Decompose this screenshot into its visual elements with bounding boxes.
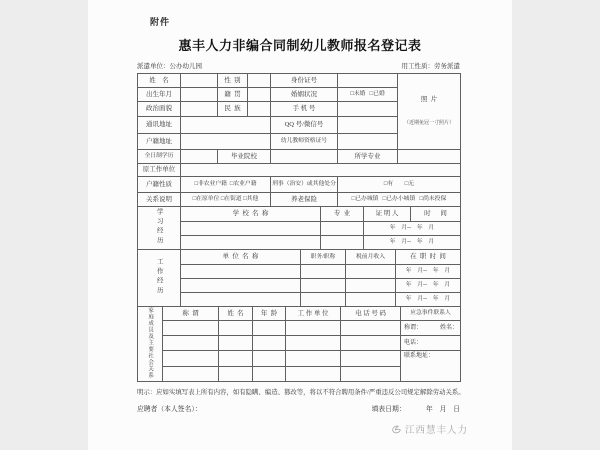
family-name-cell xyxy=(219,351,253,367)
family-phone-cell xyxy=(341,366,401,381)
work-section-label xyxy=(138,250,181,307)
id-number-label: 身份证号 xyxy=(271,74,338,88)
table-row xyxy=(138,265,461,279)
hukou-type-checkboxes: □非农业户籍 □农业户籍 xyxy=(181,177,271,193)
family-age-cell xyxy=(253,321,286,336)
work-income-cell xyxy=(346,293,396,307)
name-label: 姓 名 xyxy=(138,74,181,88)
graduate-school-value-cell xyxy=(271,150,338,164)
qq-wechat-label: QQ 号/微信号 xyxy=(271,117,338,134)
previous-employer-label: 原工作单位 xyxy=(138,164,181,177)
pension-label: 养老保险 xyxy=(271,193,338,207)
gender-value-cell xyxy=(248,74,271,88)
work-position-header: 职务/职称 xyxy=(301,250,346,265)
photo-title: 照 片 xyxy=(420,95,438,103)
political-value-cell xyxy=(181,102,218,117)
company-logo xyxy=(391,422,468,436)
study-time-header: 时 间 xyxy=(411,207,461,222)
family-phone-cell xyxy=(341,336,401,351)
family-name-cell xyxy=(219,336,253,351)
family-phone-cell xyxy=(341,351,401,367)
criminal-record-label: 刑事（治安）或其他处分 xyxy=(271,177,338,193)
family-phone-cell xyxy=(341,321,401,336)
study-major-cell xyxy=(321,222,364,236)
criminal-record-checkboxes: □有 □无 xyxy=(338,177,461,193)
family-age-cell xyxy=(253,366,286,381)
document-page xyxy=(88,0,512,450)
study-section-vertical-text: 学习经历 xyxy=(155,207,163,246)
table-row xyxy=(138,177,461,193)
birth-label: 出生年月 xyxy=(138,88,181,102)
hukou-type-label: 户籍性质 xyxy=(138,177,181,193)
work-time-cell: 年 月-- 年 月 xyxy=(396,265,461,279)
table-row xyxy=(138,150,461,164)
emergency-relation-name-cell: 称谓： 姓名： xyxy=(401,321,461,336)
family-relation-cell xyxy=(163,336,219,351)
study-time-cell: 年 月-- 年 月 xyxy=(364,222,461,236)
study-school-cell xyxy=(181,222,321,236)
graduate-school-label: 毕业院校 xyxy=(218,150,271,164)
family-relation-cell xyxy=(163,366,219,381)
birth-value-cell xyxy=(181,88,218,102)
table-row xyxy=(138,351,461,367)
work-unit-cell xyxy=(181,279,301,293)
family-relation-cell xyxy=(163,351,219,367)
table-row xyxy=(138,307,461,321)
work-position-cell xyxy=(301,293,346,307)
work-unit-cell xyxy=(181,293,301,307)
table-row xyxy=(138,207,461,222)
education-label: 全日制学历 xyxy=(138,150,181,164)
table-row xyxy=(138,222,461,236)
marital-label: 婚姻状况 xyxy=(271,88,338,102)
major-value-cell xyxy=(398,150,461,164)
hukou-address-value-cell xyxy=(181,134,271,150)
study-reference-header: 证 明 人 xyxy=(364,207,411,222)
marital-checkboxes: □未婚 □已婚 xyxy=(338,88,398,102)
pension-checkboxes: □已办城镇 □已办小城镇 □尚未投保 xyxy=(338,193,461,207)
table-row xyxy=(138,74,461,88)
major-label: 所学专业 xyxy=(338,150,398,164)
emergency-phone-cell: 电话： xyxy=(401,336,461,351)
relation-note-checkboxes: □在原单位 □在街道 □其他 xyxy=(181,193,271,207)
mobile-value-cell xyxy=(338,102,398,117)
previous-employer-value-cell xyxy=(181,164,461,177)
family-name-cell xyxy=(219,321,253,336)
table-row xyxy=(138,250,461,265)
family-age-header: 年 龄 xyxy=(253,307,286,321)
work-section-vertical-text: 工作经历 xyxy=(155,257,163,296)
family-workunit-header: 工 作 单 位 xyxy=(286,307,341,321)
relation-note-label: 关系说明 xyxy=(138,193,181,207)
employment-nature-label: 用工性质：劳务派遣 xyxy=(401,63,460,70)
family-age-cell xyxy=(253,351,286,367)
ethnic-label: 民 族 xyxy=(218,102,248,117)
family-members-table xyxy=(137,306,461,382)
study-school-header: 学 校 名 称 xyxy=(181,207,321,222)
dispatch-unit-label: 派遣单位：公办幼儿园 xyxy=(137,63,202,70)
company-logo-text: 江西慧丰人力 xyxy=(404,426,468,436)
family-workunit-cell xyxy=(286,366,341,381)
fill-date-label: 填表日期： 年 月 日 xyxy=(371,405,460,413)
attachment-label: 附件 xyxy=(150,17,171,27)
study-school-cell xyxy=(181,236,321,250)
table-row xyxy=(138,236,461,250)
work-income-header: 税前月收入 xyxy=(346,250,396,265)
family-relation-cell xyxy=(163,321,219,336)
table-row xyxy=(138,336,461,351)
study-major-header: 专 业 xyxy=(321,207,364,222)
family-workunit-cell xyxy=(286,336,341,351)
education-value-cell xyxy=(181,150,218,164)
political-label: 政治面貌 xyxy=(138,102,181,117)
form-subline xyxy=(137,61,460,70)
family-name-cell xyxy=(219,366,253,381)
table-row xyxy=(138,293,461,307)
emergency-address-cell: 联系地址： xyxy=(401,351,461,382)
family-phone-header: 电 话 号 码 xyxy=(341,307,401,321)
table-row xyxy=(138,193,461,207)
work-position-cell xyxy=(301,265,346,279)
study-section-label xyxy=(138,207,181,250)
teacher-cert-value-cell xyxy=(338,134,398,150)
teacher-cert-label: 幼儿教师资格证号 xyxy=(271,134,338,150)
table-row xyxy=(138,164,461,177)
study-major-cell xyxy=(321,236,364,250)
hukou-address-label: 户籍地址 xyxy=(138,134,181,150)
work-unit-header: 单 位 名 称 xyxy=(181,250,301,265)
family-section-vertical-text: 家庭成员及主要社会关系 xyxy=(147,307,154,379)
native-place-label: 籍 贯 xyxy=(218,88,248,102)
name-value-cell xyxy=(181,74,218,88)
ethnic-value-cell xyxy=(248,102,271,117)
photo-placeholder xyxy=(398,74,461,150)
family-age-cell xyxy=(253,336,286,351)
native-place-value-cell xyxy=(248,88,271,102)
mobile-label: 手 机 号 xyxy=(271,102,338,117)
work-income-cell xyxy=(346,265,396,279)
applicant-signature-label: 应聘者（本人签名）： xyxy=(137,405,202,413)
work-experience-table xyxy=(137,249,461,307)
study-experience-table xyxy=(137,206,461,250)
family-workunit-cell xyxy=(286,351,341,367)
notice-text: 明示：应如实填写表上所有内容，如有隐瞒、编造、篡改等，将以不符合聘用条件/严重违反公司规定解除劳动关系。 xyxy=(137,388,465,396)
signature-line xyxy=(137,403,460,413)
family-name-header: 姓 名 xyxy=(219,307,253,321)
table-row xyxy=(138,279,461,293)
table-row xyxy=(138,321,461,336)
family-section-label xyxy=(138,307,163,382)
gender-label: 性 别 xyxy=(218,74,248,88)
work-income-cell xyxy=(346,279,396,293)
work-time-header: 在 职 时 间 xyxy=(396,250,461,265)
basic-info-table xyxy=(137,73,461,207)
id-number-value-cell xyxy=(338,74,398,88)
work-time-cell: 年 月-- 年 月 xyxy=(396,293,461,307)
address-label: 通讯地址 xyxy=(138,117,181,134)
work-time-cell: 年 月-- 年 月 xyxy=(396,279,461,293)
company-logo-icon xyxy=(391,424,402,435)
work-unit-cell xyxy=(181,265,301,279)
study-time-cell: 年 月-- 年 月 xyxy=(364,236,461,250)
work-position-cell xyxy=(301,279,346,293)
emergency-contact-header: 应急事件联系人 xyxy=(401,307,461,321)
form-title: 惠丰人力非编合同制幼儿教师报名登记表 xyxy=(178,38,422,53)
address-value-cell xyxy=(181,117,271,134)
family-relation-header: 称 谓 xyxy=(163,307,219,321)
qq-wechat-value-cell xyxy=(338,117,398,134)
family-workunit-cell xyxy=(286,321,341,336)
photo-note: （近期免冠一寸照片） xyxy=(403,121,454,127)
